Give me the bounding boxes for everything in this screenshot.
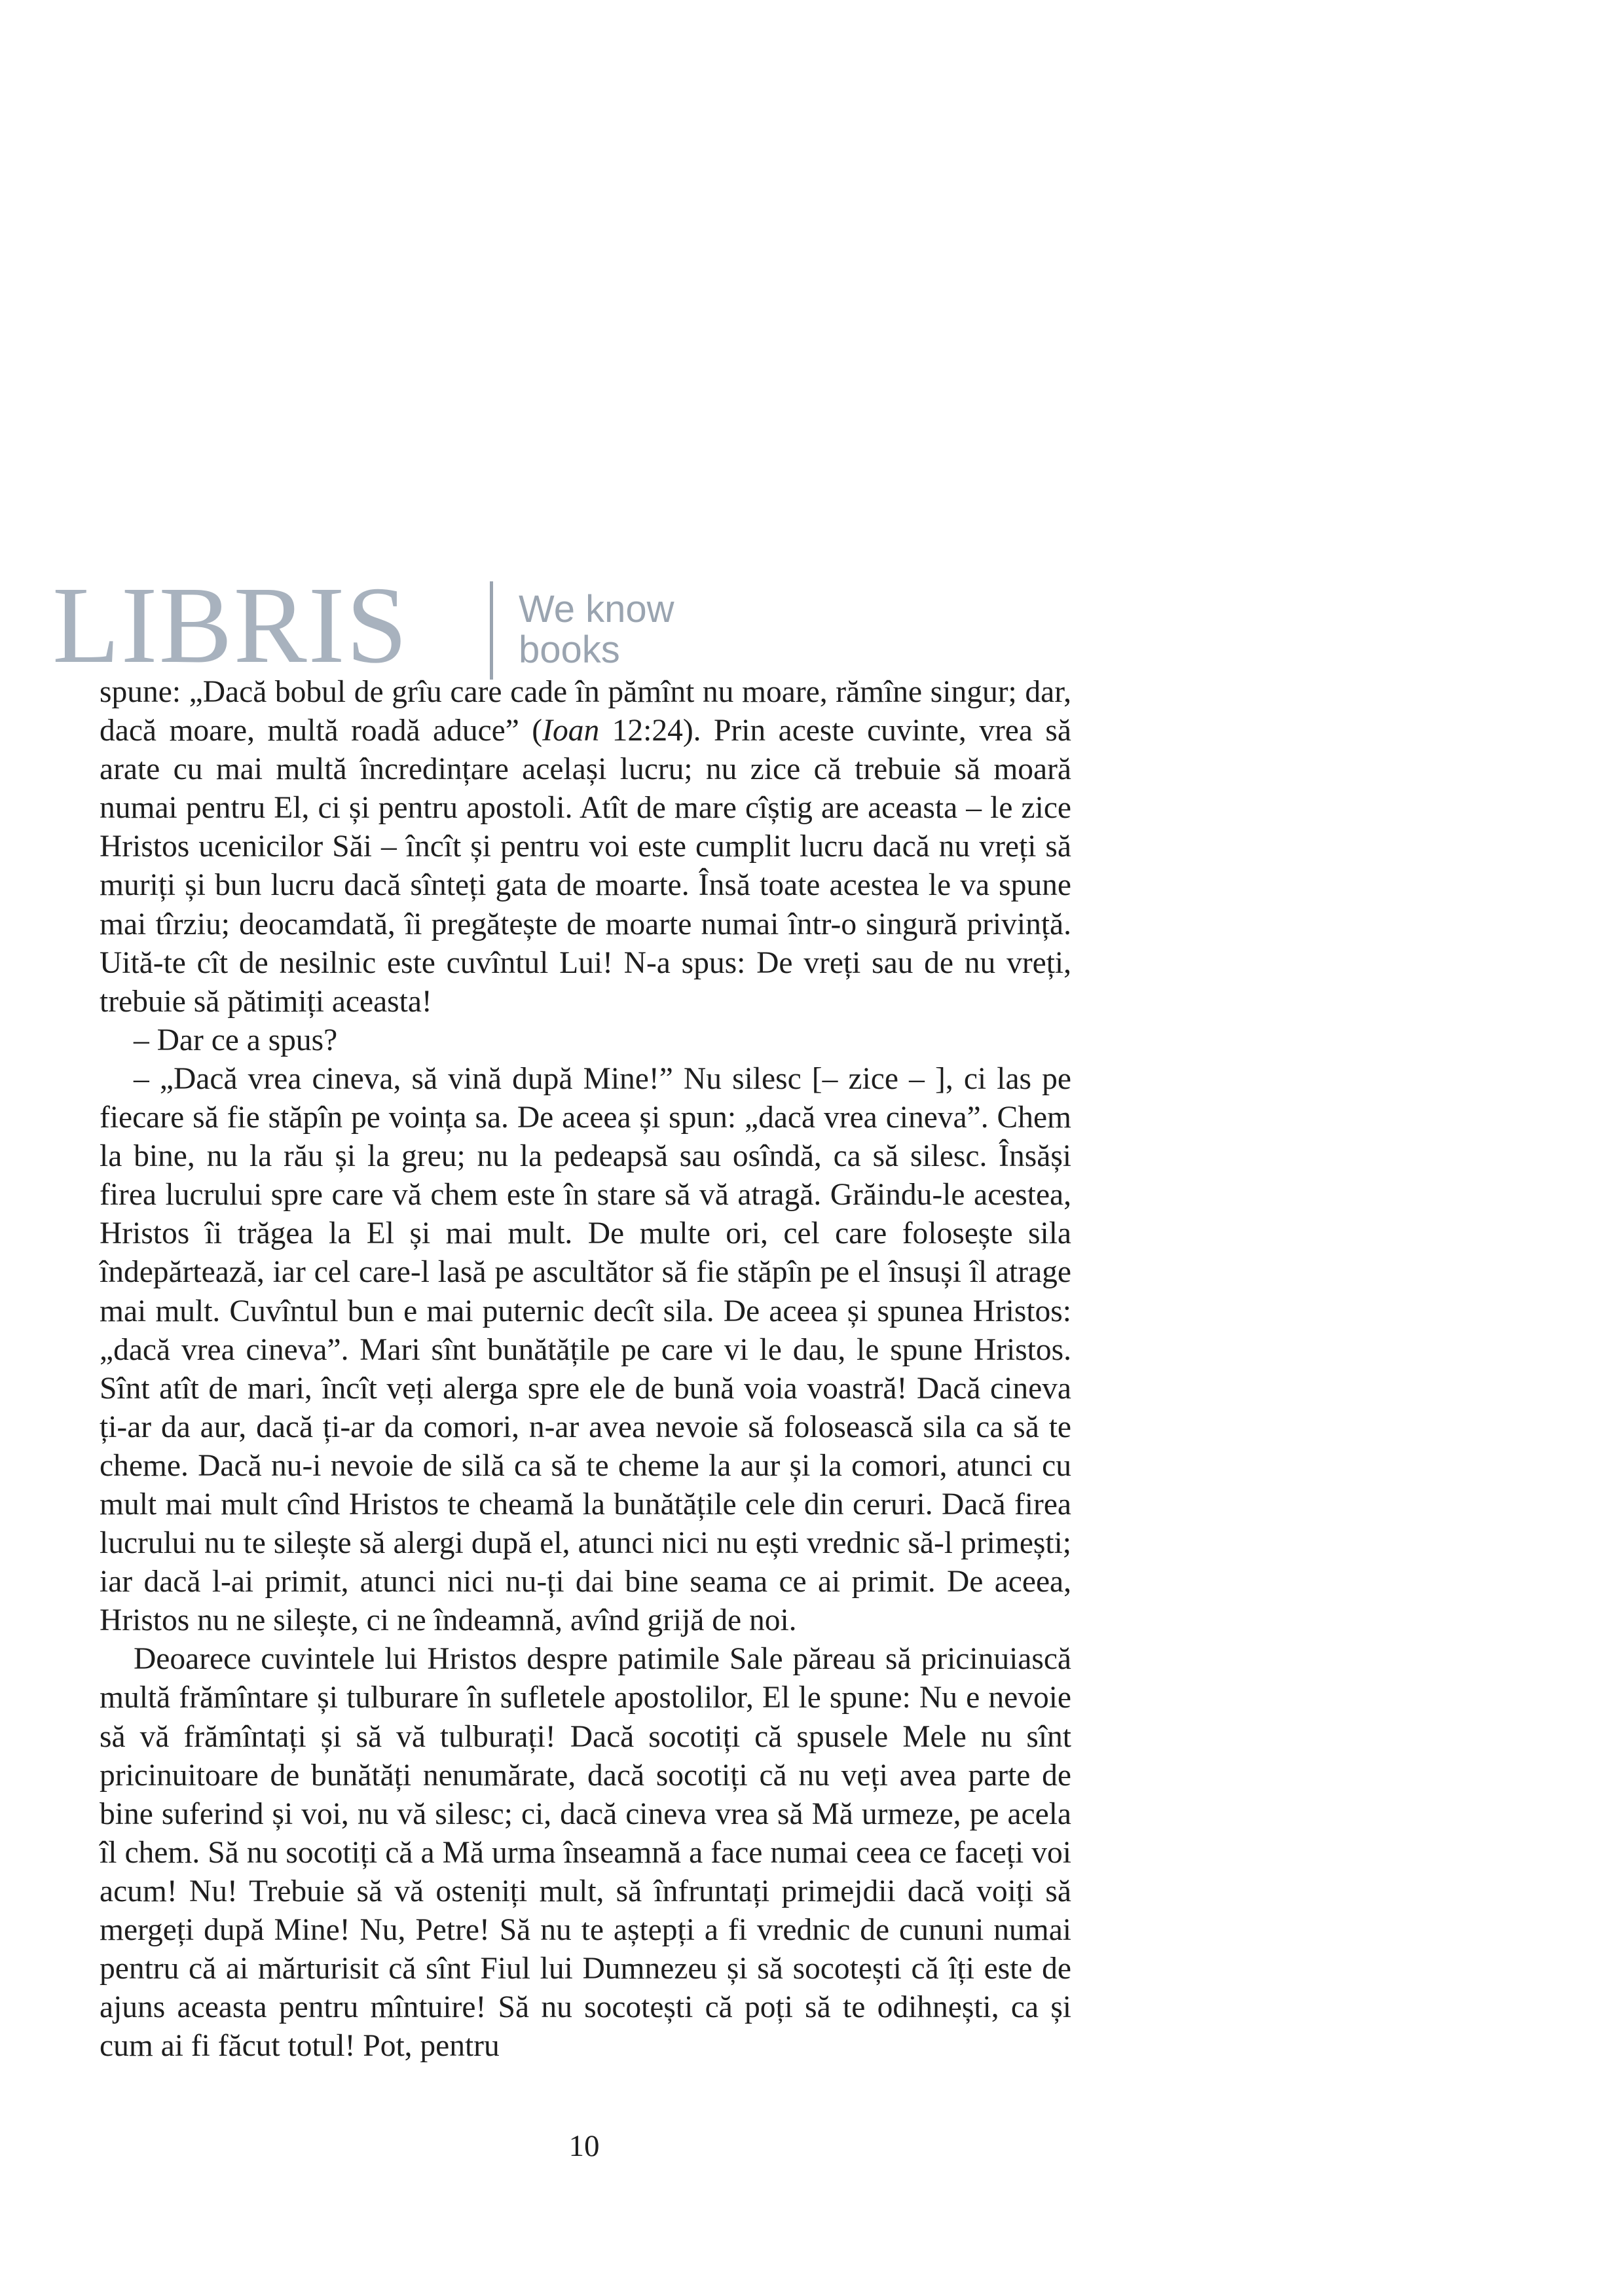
page-number: 10 xyxy=(568,2129,600,2163)
body-text xyxy=(100,673,1071,2066)
paragraph-1-part-a: spune: „Dacă bobul de grîu care cade în pămînt nu moare, rămîne singur; dar, dacă moare, multă roadă aduce” ( xyxy=(100,675,1071,748)
scripture-reference: Ioan xyxy=(542,714,600,748)
watermark-tagline-line2: books xyxy=(519,629,620,671)
paragraph-1 xyxy=(100,673,1071,1021)
watermark-tagline-line1: We know xyxy=(519,588,674,630)
paragraph-1-part-b: 12:24). Prin aceste cuvinte, vrea să arate cu mai multă încredințare același lucru; nu zice că trebuie să moară numai pentru El, ci și pentru apostoli. Atît de mare cîștig are aceasta – le zice Hristos ucenicilor Săi – încît și pentru voi este cumplit lucru dacă nu vreți să muriți și bun lucru dacă sînteți gata de moarte. Însă toate acestea le va spune mai tîrziu; deocamdată, îi pregătește de moarte numai într-o singură privință. Uită-te cît de nesilnic este cuvîntul Lui! N-a spus: De vreți sau de nu vreți, trebuie să pătimiți aceasta! xyxy=(100,714,1071,1019)
paragraph-2: – Dar ce a spus? xyxy=(134,1023,338,1057)
libris-watermark xyxy=(52,564,681,686)
watermark-logo: LIBRIS xyxy=(52,564,409,686)
watermark-divider xyxy=(490,581,493,680)
watermark-tagline xyxy=(519,589,674,670)
paragraph-3: – „Dacă vrea cineva, să vină după Mine!” Nu silesc [– zice – ], ci las pe fiecare să fie stăpîn pe voința sa. De aceea și spun: „dacă vrea cineva”. Chem la bine, nu la rău și la greu; nu la pedeapsă sau osîndă, ca să silesc. Însăși firea lucrului spre care vă chem este în stare să vă atragă. Grăindu-le acestea, Hristos îi trăgea la El și mai mult. De multe ori, cel care folosește sila îndepărtează, iar cel care-l lasă pe ascultător să fie stăpîn pe el însuși îl atrage mai mult. Cuvîntul bun e mai puternic decît sila. De aceea și spunea Hristos: „dacă vrea cineva”. Mari sînt bunătățile pe care vi le dau, le spune Hristos. Sînt atît de mari, încît veți alerga spre ele de bună voia voastră! Dacă cineva ți-ar da aur, dacă ți-ar da comori, n-ar avea nevoie să folosească sila ca să te cheme. Dacă nu-i nevoie de silă ca să te cheme la aur și la comori, atunci cu mult mai mult cînd Hristos te cheamă la bunătățile cele din ceruri. Dacă firea lucrului nu te silește să alergi după el, atunci nici nu ești vrednic să-l primești; iar dacă l-ai primit, atunci nici nu-ți dai bine seama ce ai primit. De aceea, Hristos nu ne silește, ci ne îndeamnă, avînd grijă de noi. xyxy=(100,1061,1071,1638)
paragraph-4: Deoarece cuvintele lui Hristos despre patimile Sale păreau să pricinuiască multă frămîntare și tulburare în sufletele apostolilor, El le spune: Nu e nevoie să vă frămîntați și să vă tulburați! Dacă socotiți că spusele Mele nu sînt pricinuitoare de bunătăți nenumărate, dacă socotiți că nu veți avea parte de bine suferind și voi, nu vă silesc; ci, dacă cineva vrea să Mă urmeze, pe acela îl chem. Să nu socotiți că a Mă urma înseamnă a face numai ceea ce faceți voi acum! Nu! Trebuie să vă osteniți mult, să înfruntați primejdii dacă voiți să mergeți după Mine! Nu, Petre! Să nu te aștepți a fi vrednic de cununi numai pentru că ai mărturisit că sînt Fiul lui Dumnezeu și să socotești că îți este de ajuns aceasta pentru mîntuire! Să nu socotești că poți să te odihnești, ca și cum ai fi făcut totul! Pot, pentru xyxy=(100,1642,1071,2064)
